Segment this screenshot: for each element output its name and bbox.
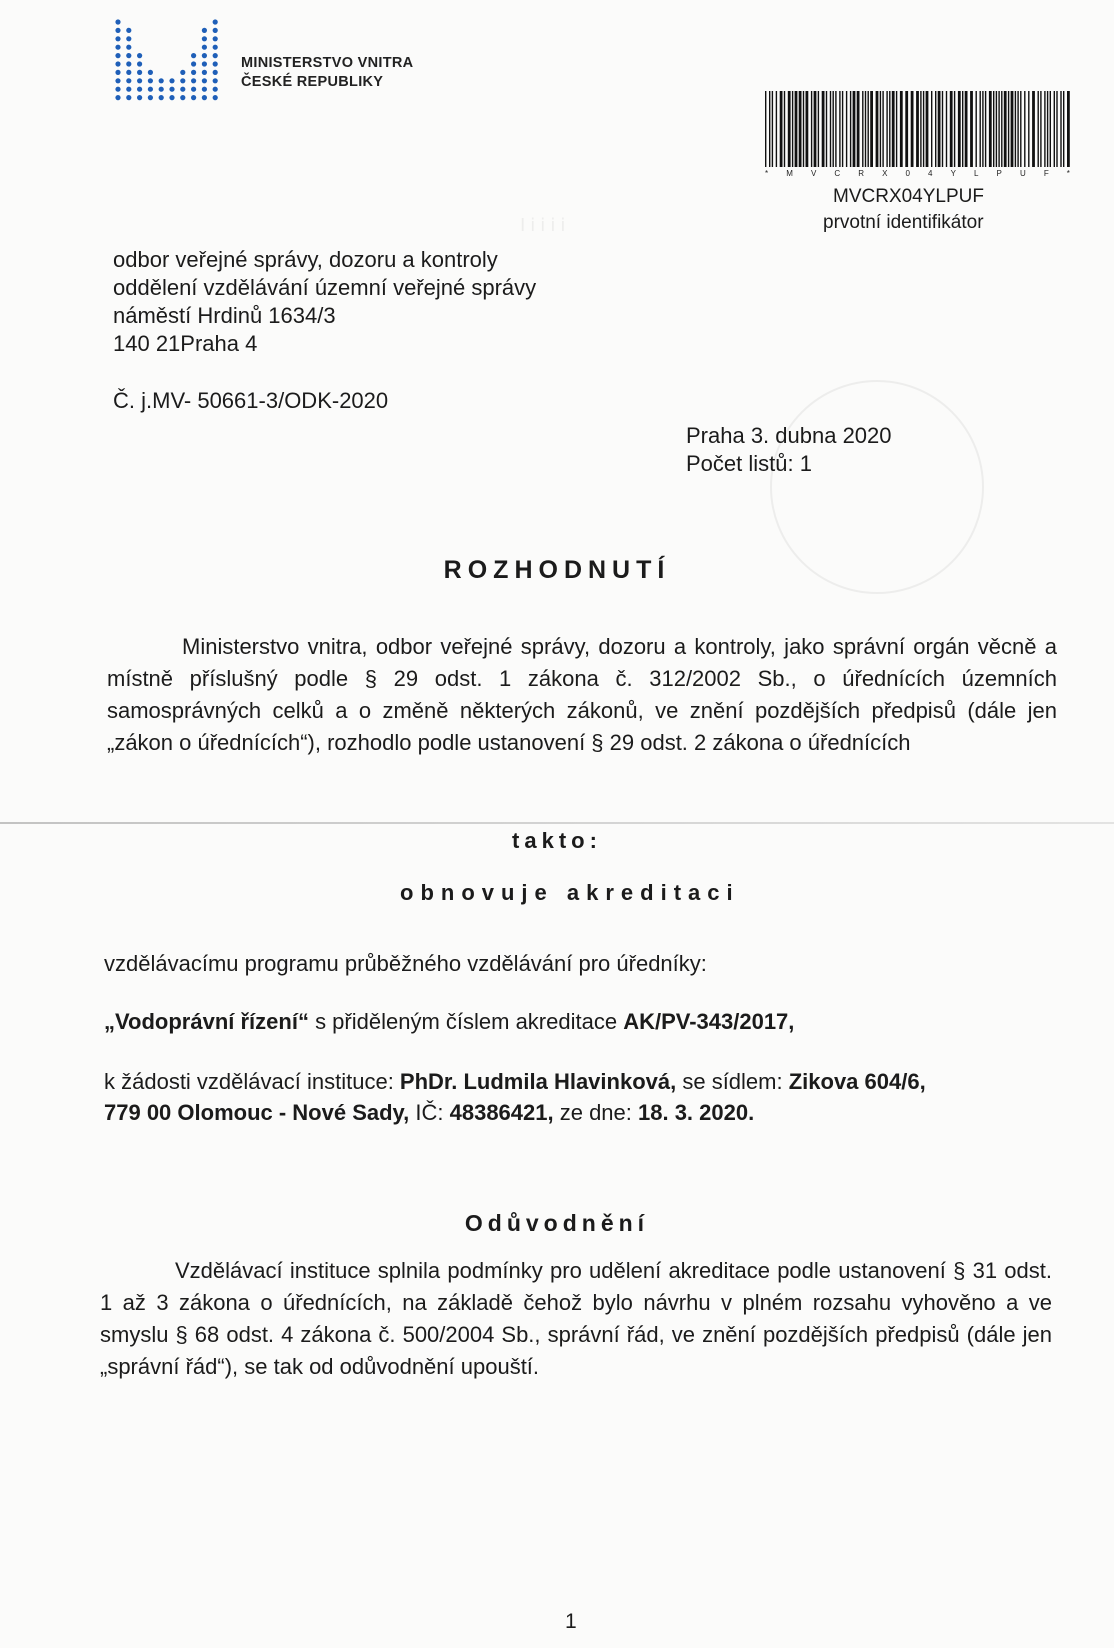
request-line-1 (104, 1066, 926, 1098)
accreditation-number: AK/PV-343/2017, (623, 1009, 795, 1034)
request-date-label: ze dne: (553, 1100, 638, 1125)
sender-address (113, 246, 536, 358)
takto-heading: takto: (512, 828, 602, 853)
address-line-1: odbor veřejné správy, dozoru a kontroly (113, 247, 498, 272)
ghost-text: Ⅰ ⅰ ⅰ ⅰ ⅰ (520, 215, 566, 235)
institution-city: 779 00 Olomouc - Nové Sady, (104, 1100, 410, 1125)
barcode-char: C (834, 169, 841, 178)
barcode-char: X (882, 169, 888, 178)
intro-text: Ministerstvo vnitra, odbor veřejné správy, dozoru a kontroly, jako správní orgán věcně a místně příslušný podle § 29 odst. 1 zákona č. 312/2002 Sb., o úřednících územních samosprávných celků a o změně některých zákonů, ve znění pozdějších předpisů (dále jen „zákon o úřednících“), rozhodlo podle ustanovení § 29 odst. 2 zákona o úřednících (107, 634, 1057, 755)
address-line-2: oddělení vzdělávání územní veřejné správy (113, 275, 537, 300)
barcode-char: 0 (905, 169, 910, 178)
logo-text (241, 54, 413, 92)
request-prefix: k žádosti vzdělávací instituce: (104, 1069, 400, 1094)
barcode-char: 4 (928, 169, 933, 178)
barcode-char: P (996, 169, 1002, 178)
barcode-icon (765, 91, 1070, 167)
institution-name: PhDr. Ludmila Hlavinková, (399, 1069, 677, 1094)
identifier-code: MVCRX04YLPUF (833, 186, 984, 207)
ic-label: IČ: (409, 1100, 450, 1125)
barcode-char: * (765, 169, 769, 178)
ic-number: 48386421, (449, 1100, 554, 1125)
date-block (686, 422, 892, 478)
reasoning-paragraph (100, 1255, 1052, 1383)
request-line-2 (104, 1097, 754, 1129)
program-line: vzdělávacímu programu průběžného vzdělávání pro úředníky: (104, 951, 707, 976)
barcode-char: R (858, 169, 865, 178)
barcode-char: L (974, 169, 979, 178)
reasoning-heading: Odůvodnění (464, 1210, 650, 1236)
intro-paragraph (107, 631, 1057, 759)
program-middle-text: s přiděleným číslem akreditace (308, 1009, 624, 1034)
reasoning-text: Vzdělávací instituce splnila podmínky pro udělení akreditace podle ustanovení § 31 odst. 1 až 3 zákona o úřednících, na základě čehož bylo návrhu v plném rozsahu vyhověno a ve smyslu § 68 odst. 4 zákona č. 500/2004 Sb., správní řád, ve znění pozdějších předpisů (dále jen „správní řád“), se tak od odůvodnění upouští. (100, 1258, 1052, 1379)
barcode-char: F (1043, 169, 1049, 178)
decision-heading: obnovuje akreditaci (400, 880, 740, 905)
page-number: 1 (565, 1610, 577, 1633)
ministry-logo-icon (113, 18, 223, 104)
logo-line-2: ČESKÉ REPUBLIKY (241, 74, 384, 90)
sheet-count: Počet listů: 1 (686, 451, 812, 476)
fold-line (0, 822, 1114, 824)
request-date: 18. 3. 2020. (638, 1100, 755, 1125)
program-accreditation-line (104, 1006, 794, 1038)
barcode-char: Y (950, 169, 956, 178)
logo-line-1: MINISTERSTVO VNITRA (241, 55, 414, 71)
reference-number: Č. j.MV- 50661-3/ODK-2020 (113, 388, 389, 413)
barcode-caption (765, 169, 1070, 178)
barcode-block (765, 91, 1070, 178)
institution-street: Zikova 604/6, (788, 1069, 926, 1094)
identifier-label: prvotní identifikátor (823, 212, 984, 233)
barcode-char: * (1066, 169, 1070, 178)
document-title: ROZHODNUTÍ (443, 556, 671, 584)
address-line-3: náměstí Hrdinů 1634/3 (113, 303, 336, 328)
barcode-char: M (786, 169, 793, 178)
barcode-char: V (810, 169, 817, 178)
place-date: Praha 3. dubna 2020 (686, 423, 892, 448)
program-name: „Vodoprávní řízení“ (104, 1009, 309, 1034)
seat-label: se sídlem: (676, 1069, 789, 1094)
address-line-4: 140 21Praha 4 (113, 331, 258, 356)
ministry-logo (113, 18, 423, 108)
barcode-char: U (1019, 169, 1026, 178)
